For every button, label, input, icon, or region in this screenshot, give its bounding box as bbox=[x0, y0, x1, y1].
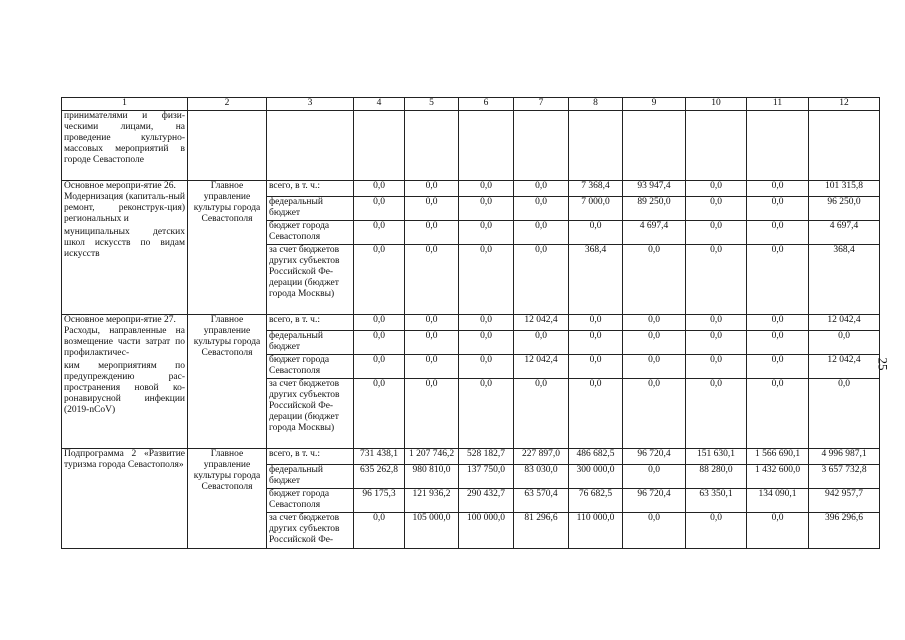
measure-description-line: Основное меропри-ятие 26. bbox=[64, 181, 176, 191]
amount-cell: 0,0 bbox=[405, 181, 459, 197]
amount-cell: 0,0 bbox=[747, 331, 809, 355]
amount-cell: 0,0 bbox=[569, 221, 623, 245]
amount-cell: 0,0 bbox=[623, 245, 686, 315]
amount-cell: 0,0 bbox=[809, 379, 880, 449]
amount-cell: 4 996 987,1 bbox=[809, 449, 880, 465]
measure-description bbox=[62, 315, 188, 449]
amount-cell: 88 280,0 bbox=[686, 465, 747, 489]
amount-cell: 0,0 bbox=[747, 197, 809, 221]
amount-cell: 300 000,0 bbox=[569, 465, 623, 489]
amount-cell: 96 175,3 bbox=[354, 489, 405, 513]
column-number: 5 bbox=[405, 98, 459, 111]
amount-cell: 0,0 bbox=[569, 355, 623, 379]
amount-cell: 83 030,0 bbox=[514, 465, 569, 489]
amount-cell: 227 897,0 bbox=[514, 449, 569, 465]
column-number: 8 bbox=[569, 98, 623, 111]
amount-cell: 0,0 bbox=[569, 379, 623, 449]
amount-cell: 0,0 bbox=[405, 245, 459, 315]
amount-cell: 101 315,8 bbox=[809, 181, 880, 197]
amount-cell: 0,0 bbox=[459, 181, 514, 197]
amount-cell: 12 042,4 bbox=[809, 315, 880, 331]
amount-cell: 0,0 bbox=[459, 315, 514, 331]
amount-cell: 0,0 bbox=[686, 221, 747, 245]
measure-description-line: Расходы, направленные на возмещение части затрат по профилактичес- bbox=[64, 326, 185, 358]
amount-cell: 0,0 bbox=[405, 315, 459, 331]
amount-cell: 3 657 732,8 bbox=[809, 465, 880, 489]
funding-source: всего, в т. ч.: bbox=[267, 181, 354, 197]
amount-cell: 0,0 bbox=[354, 221, 405, 245]
column-number: 4 bbox=[354, 98, 405, 111]
amount-cell: 63 570,4 bbox=[514, 489, 569, 513]
amount-cell: 0,0 bbox=[747, 181, 809, 197]
responsible-organization: Главное управление культуры города Севастополя bbox=[188, 449, 267, 549]
column-number: 9 bbox=[623, 98, 686, 111]
amount-cell: 0,0 bbox=[405, 331, 459, 355]
measure-description-line: муниципальных детских школ искусств по видам искусств bbox=[64, 227, 185, 259]
measure-description bbox=[62, 449, 188, 549]
amount-cell: 134 090,1 bbox=[747, 489, 809, 513]
amount-cell: 0,0 bbox=[514, 331, 569, 355]
amount-cell: 0,0 bbox=[686, 197, 747, 221]
funding-source: всего, в т. ч.: bbox=[267, 449, 354, 465]
amount-cell: 0,0 bbox=[514, 221, 569, 245]
table-row bbox=[62, 315, 880, 331]
amount-cell: 0,0 bbox=[569, 315, 623, 331]
continued-measure-description: принимателями и физи-ческими лицами, на проведение культурно-массовых мероприятий в городе Севастополе bbox=[62, 111, 188, 181]
table-row bbox=[62, 181, 880, 197]
amount-cell: 4 697,4 bbox=[623, 221, 686, 245]
funding-source: за счет бюджетов других субъектов Российской Фе-дерации (бюджет города Москвы) bbox=[267, 379, 354, 449]
amount-cell: 0,0 bbox=[354, 315, 405, 331]
column-number: 11 bbox=[747, 98, 809, 111]
funding-source: федеральный бюджет bbox=[267, 331, 354, 355]
amount-cell: 396 296,6 bbox=[809, 513, 880, 549]
amount-cell: 0,0 bbox=[686, 245, 747, 315]
amount-cell: 96 720,4 bbox=[623, 449, 686, 465]
amount-cell: 0,0 bbox=[623, 331, 686, 355]
amount-cell: 100 000,0 bbox=[459, 513, 514, 549]
amount-cell: 0,0 bbox=[354, 513, 405, 549]
amount-cell: 0,0 bbox=[459, 245, 514, 315]
table-header-row bbox=[62, 98, 880, 111]
amount-cell: 151 630,1 bbox=[686, 449, 747, 465]
amount-cell: 0,0 bbox=[405, 221, 459, 245]
amount-cell: 0,0 bbox=[686, 379, 747, 449]
document-page bbox=[61, 97, 879, 549]
amount-cell: 0,0 bbox=[405, 197, 459, 221]
amount-cell: 63 350,1 bbox=[686, 489, 747, 513]
amount-cell: 12 042,4 bbox=[514, 315, 569, 331]
column-number: 12 bbox=[809, 98, 880, 111]
amount-cell: 89 250,0 bbox=[623, 197, 686, 221]
funding-source: бюджет города Севастополя bbox=[267, 221, 354, 245]
table-row bbox=[62, 449, 880, 465]
amount-cell: 121 936,2 bbox=[405, 489, 459, 513]
amount-cell: 12 042,4 bbox=[514, 355, 569, 379]
amount-cell: 93 947,4 bbox=[623, 181, 686, 197]
amount-cell: 528 182,7 bbox=[459, 449, 514, 465]
funding-source: федеральный бюджет bbox=[267, 465, 354, 489]
amount-cell: 0,0 bbox=[354, 379, 405, 449]
amount-cell: 96 720,4 bbox=[623, 489, 686, 513]
amount-cell: 1 566 690,1 bbox=[747, 449, 809, 465]
funding-source: федеральный бюджет bbox=[267, 197, 354, 221]
amount-cell: 0,0 bbox=[747, 245, 809, 315]
funding-source: за счет бюджетов других субъектов Российской Фе- bbox=[267, 513, 354, 549]
amount-cell: 942 957,7 bbox=[809, 489, 880, 513]
amount-cell: 0,0 bbox=[747, 221, 809, 245]
amount-cell: 0,0 bbox=[354, 245, 405, 315]
amount-cell: 96 250,0 bbox=[809, 197, 880, 221]
amount-cell: 137 750,0 bbox=[459, 465, 514, 489]
table-body bbox=[62, 98, 880, 549]
amount-cell: 0,0 bbox=[569, 331, 623, 355]
amount-cell: 0,0 bbox=[686, 331, 747, 355]
amount-cell: 4 697,4 bbox=[809, 221, 880, 245]
amount-cell: 0,0 bbox=[405, 355, 459, 379]
amount-cell: 368,4 bbox=[809, 245, 880, 315]
amount-cell: 0,0 bbox=[514, 245, 569, 315]
amount-cell: 1 207 746,2 bbox=[405, 449, 459, 465]
funding-source: за счет бюджетов других субъектов Российской Фе-дерации (бюджет города Москвы) bbox=[267, 245, 354, 315]
amount-cell: 0,0 bbox=[514, 379, 569, 449]
amount-cell: 0,0 bbox=[623, 379, 686, 449]
amount-cell: 0,0 bbox=[809, 331, 880, 355]
amount-cell: 1 432 600,0 bbox=[747, 465, 809, 489]
amount-cell: 105 000,0 bbox=[405, 513, 459, 549]
amount-cell: 980 810,0 bbox=[405, 465, 459, 489]
amount-cell: 76 682,5 bbox=[569, 489, 623, 513]
responsible-organization: Главное управление культуры города Севастополя bbox=[188, 315, 267, 449]
amount-cell: 0,0 bbox=[747, 513, 809, 549]
amount-cell: 81 296,6 bbox=[514, 513, 569, 549]
column-number: 10 bbox=[686, 98, 747, 111]
amount-cell: 7 368,4 bbox=[569, 181, 623, 197]
amount-cell: 0,0 bbox=[354, 331, 405, 355]
column-number: 3 bbox=[267, 98, 354, 111]
column-number: 7 bbox=[514, 98, 569, 111]
amount-cell: 0,0 bbox=[459, 221, 514, 245]
amount-cell: 0,0 bbox=[686, 181, 747, 197]
amount-cell: 0,0 bbox=[623, 315, 686, 331]
amount-cell: 635 262,8 bbox=[354, 465, 405, 489]
amount-cell: 0,0 bbox=[459, 355, 514, 379]
amount-cell: 0,0 bbox=[405, 379, 459, 449]
amount-cell: 7 000,0 bbox=[569, 197, 623, 221]
amount-cell: 0,0 bbox=[747, 315, 809, 331]
funding-source: бюджет города Севастополя bbox=[267, 355, 354, 379]
amount-cell: 0,0 bbox=[686, 315, 747, 331]
measure-description-line: ким мероприятиям по предупреждению рас-пространения новой ко-ронавирусной инфекции (2019-nCoV) bbox=[64, 361, 185, 415]
measure-description-line: Модернизация (капиталь-ный ремонт, реконструк-ция) региональных и bbox=[64, 192, 185, 224]
amount-cell: 0,0 bbox=[686, 355, 747, 379]
page-number: 25 bbox=[875, 357, 891, 371]
amount-cell: 0,0 bbox=[459, 331, 514, 355]
amount-cell: 0,0 bbox=[623, 513, 686, 549]
amount-cell: 0,0 bbox=[623, 465, 686, 489]
amount-cell: 486 682,5 bbox=[569, 449, 623, 465]
amount-cell: 0,0 bbox=[459, 379, 514, 449]
amount-cell: 12 042,4 bbox=[809, 355, 880, 379]
funding-source: бюджет города Севастополя bbox=[267, 489, 354, 513]
amount-cell: 0,0 bbox=[354, 355, 405, 379]
amount-cell: 0,0 bbox=[459, 197, 514, 221]
column-number: 6 bbox=[459, 98, 514, 111]
continuation-row bbox=[62, 111, 880, 181]
column-number: 1 bbox=[62, 98, 188, 111]
amount-cell: 0,0 bbox=[354, 197, 405, 221]
amount-cell: 110 000,0 bbox=[569, 513, 623, 549]
program-funding-table bbox=[61, 97, 880, 549]
amount-cell: 368,4 bbox=[569, 245, 623, 315]
amount-cell: 0,0 bbox=[747, 379, 809, 449]
amount-cell: 0,0 bbox=[686, 513, 747, 549]
amount-cell: 0,0 bbox=[514, 197, 569, 221]
amount-cell: 0,0 bbox=[747, 355, 809, 379]
amount-cell: 0,0 bbox=[623, 355, 686, 379]
funding-source: всего, в т. ч.: bbox=[267, 315, 354, 331]
responsible-organization: Главное управление культуры города Севастополя bbox=[188, 181, 267, 315]
amount-cell: 0,0 bbox=[354, 181, 405, 197]
amount-cell: 0,0 bbox=[514, 181, 569, 197]
measure-description-line: Подпрограмма 2 «Развитие туризма города Севастополя» bbox=[64, 449, 185, 470]
amount-cell: 290 432,7 bbox=[459, 489, 514, 513]
measure-description bbox=[62, 181, 188, 315]
amount-cell: 731 438,1 bbox=[354, 449, 405, 465]
column-number: 2 bbox=[188, 98, 267, 111]
measure-description-line: Основное меропри-ятие 27. bbox=[64, 315, 176, 325]
